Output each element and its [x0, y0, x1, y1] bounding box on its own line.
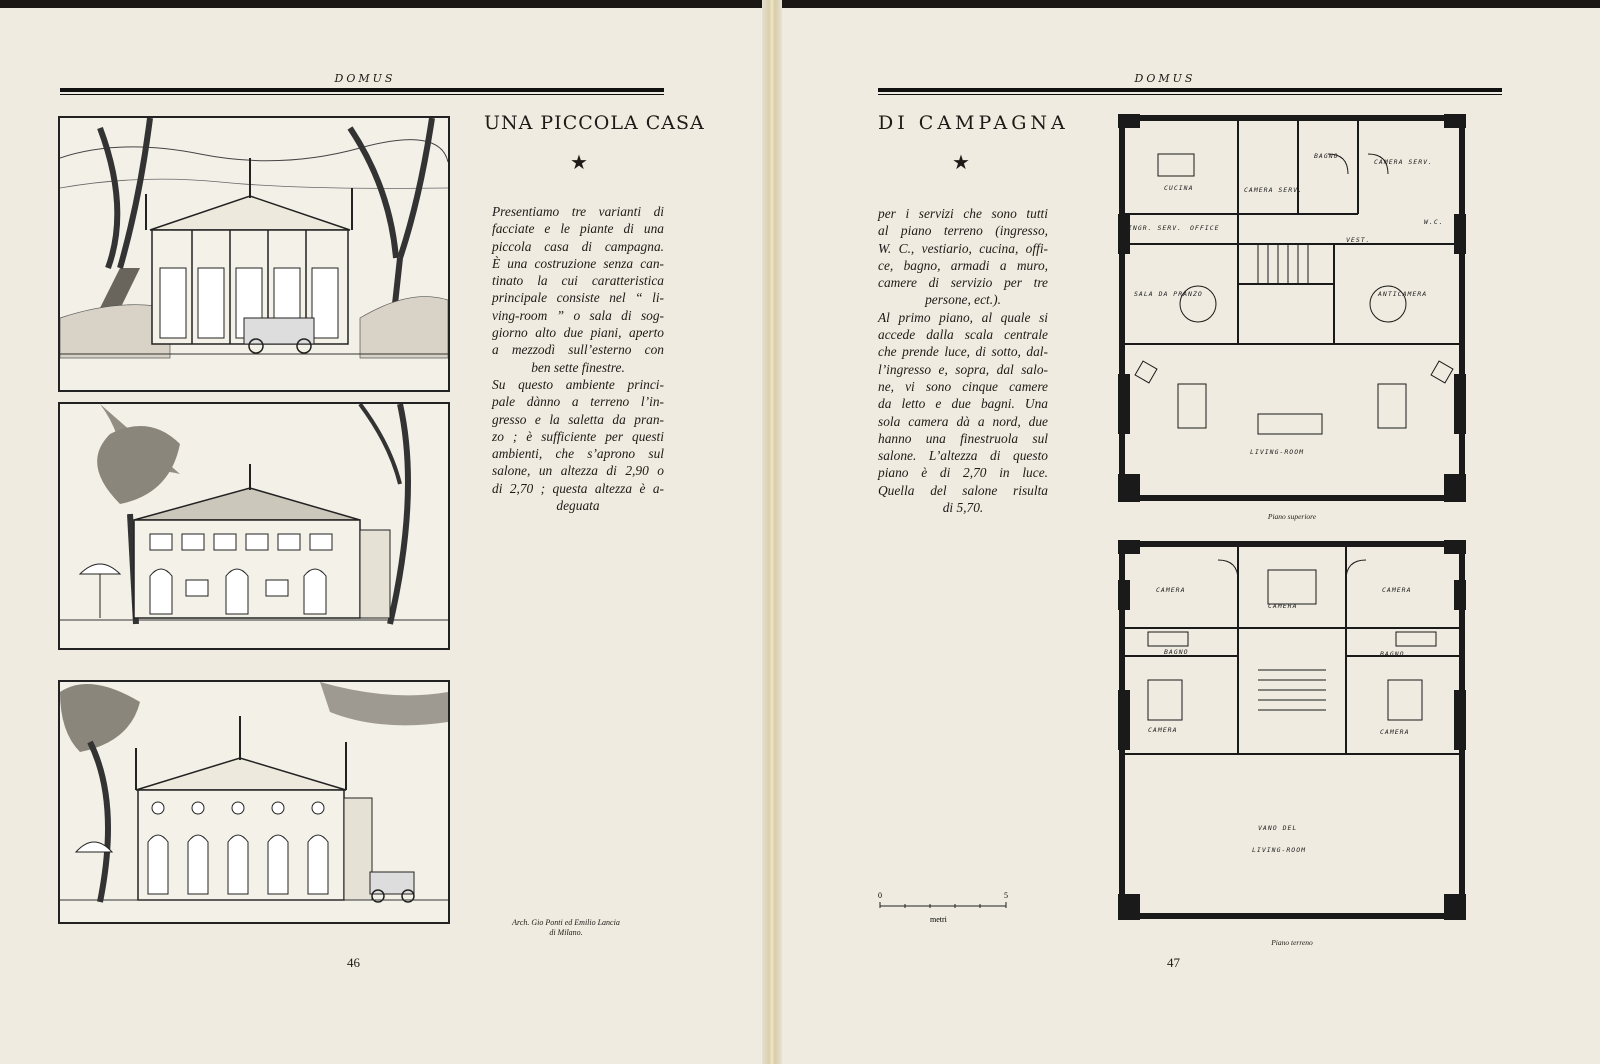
right-page	[782, 0, 1600, 1064]
room-label-camera-5: CAMERA	[1380, 728, 1410, 736]
text-line: al piano terreno (ingresso,	[878, 223, 1048, 239]
floor-plan-upper	[1118, 114, 1466, 506]
facade-drawing-3	[58, 680, 450, 924]
room-label-bagno: BAGNO	[1314, 152, 1339, 160]
text-line: da letto e due bagni. Una	[878, 396, 1048, 412]
text-line: ambienti, che s’aprono sul	[492, 446, 664, 462]
room-label-ingr-serv: INGR. SERV.	[1128, 224, 1183, 232]
facade-drawing-1	[58, 116, 450, 392]
text-line: ce, bagno, armadi a muro,	[878, 257, 1048, 273]
room-label-camera-4: CAMERA	[1148, 726, 1178, 734]
text-line: pale dànno a terreno l’in-	[492, 394, 664, 410]
text-line: ben sette finestre.	[531, 359, 625, 375]
text-line: sola camera dà a nord, due	[878, 413, 1048, 429]
room-label-camera-serv-2: CAMERA SERV.	[1374, 158, 1433, 166]
text-line: deguata	[556, 498, 600, 514]
facade-3-svg	[60, 682, 448, 922]
room-label-anticamera: ANTICAMERA	[1378, 290, 1428, 298]
text-line: È una costruzione senza can-	[492, 255, 664, 271]
running-header-left: DOMUS	[334, 72, 396, 85]
text-line: Al primo piano, al quale si	[878, 309, 1048, 325]
text-line: salone. L’altezza di questo	[878, 448, 1048, 464]
scale-zero-label: 0	[878, 891, 882, 900]
text-line: ving-room ” o sala di sog-	[492, 307, 664, 323]
scale-bar	[874, 890, 1014, 930]
room-label-cucina: CUCINA	[1164, 184, 1194, 192]
text-line: Quella del salone risulta	[878, 482, 1048, 498]
body-text-right	[878, 205, 1048, 516]
article-title-right: DI CAMPAGNA	[878, 112, 1069, 134]
room-label-camera-2: CAMERA	[1268, 602, 1298, 610]
text-line: l’ingresso e, sopra, dal salo-	[878, 361, 1048, 377]
text-line: piccola casa di campagna.	[492, 238, 664, 254]
floor-plan-ground-svg	[1118, 540, 1466, 924]
text-line: zo ; è sufficiente per questi	[492, 428, 664, 444]
body-text-left	[492, 203, 664, 514]
text-line: camere di servizio per tre	[878, 275, 1048, 291]
room-label-sala-da-pranzo: SALA DA PRANZO	[1134, 290, 1203, 298]
credit-line-2: di Milano.	[549, 928, 583, 937]
text-line: tinato la cui caratteristica	[492, 273, 664, 289]
room-label-bagno-2: BAGNO	[1380, 650, 1405, 658]
text-line: piano è di 2,70 in luce.	[878, 465, 1048, 481]
text-line: a mezzodì sull’esterno con	[492, 342, 664, 358]
scale-five-label: 5	[1004, 891, 1008, 900]
room-label-camera-3: CAMERA	[1382, 586, 1412, 594]
architect-credit	[486, 918, 646, 938]
star-ornament-right: ★	[952, 150, 970, 174]
plan-upper-caption: Piano superiore	[1267, 512, 1317, 521]
text-line: Presentiamo tre varianti di	[492, 204, 664, 219]
room-label-bagno-1: BAGNO	[1164, 648, 1189, 656]
page-number-right: 47	[1167, 955, 1180, 970]
header-rule-right	[878, 88, 1502, 92]
article-title-left: UNA PICCOLA CASA	[484, 112, 705, 134]
header-rule-left	[60, 88, 664, 92]
text-line: che prende luce, di sotto, dal-	[878, 344, 1048, 360]
room-label-office: OFFICE	[1190, 224, 1220, 232]
text-line: hanno una finestruola sul	[878, 430, 1048, 446]
floor-plan-ground	[1118, 540, 1466, 924]
facade-drawing-2	[58, 402, 450, 650]
page-number-left: 46	[347, 955, 360, 970]
left-page	[0, 0, 762, 1064]
text-line: di 2,70 ; questa altezza è a-	[492, 480, 664, 496]
facade-2-svg	[60, 404, 448, 648]
text-line: gresso e la saletta da pran-	[492, 411, 664, 427]
text-line: accede dalla scala centrale	[878, 327, 1048, 343]
text-line: principale consiste nel “ li-	[492, 290, 664, 306]
text-line: facciate e le piante di una	[492, 221, 664, 237]
facade-1-svg	[60, 118, 448, 390]
room-label-vano-living: LIVING-ROOM	[1252, 846, 1307, 854]
text-line: di 5,70.	[942, 500, 984, 516]
floor-plan-upper-svg	[1118, 114, 1466, 506]
room-label-vest: VEST.	[1346, 236, 1371, 244]
running-header-right: DOMUS	[1134, 72, 1196, 85]
text-line: per i servizi che sono tutti	[878, 206, 1048, 221]
credit-line-1: Arch. Gio Ponti ed Emilio Lancia	[512, 918, 620, 927]
room-label-living-room: LIVING-ROOM	[1250, 448, 1305, 456]
plan-ground-caption: Piano terreno	[1271, 938, 1313, 947]
scale-bar-svg	[874, 890, 1014, 930]
text-line: persone, ect.).	[925, 292, 1001, 308]
text-line: salone, un altezza di 2,90 o	[492, 463, 664, 479]
room-label-wc: W.C.	[1424, 218, 1444, 226]
text-line: Su questo ambiente princi-	[492, 376, 664, 392]
text-line: W. C., vestiario, cucina, offi-	[878, 240, 1048, 256]
scale-unit-label: metri	[930, 915, 947, 924]
room-label-camera-1: CAMERA	[1156, 586, 1186, 594]
text-line: giorno alto due piani, aperto	[492, 325, 664, 341]
text-line: ne, vi sono cinque camere	[878, 378, 1048, 394]
room-label-vano-del: VANO DEL	[1258, 824, 1298, 832]
book-gutter	[762, 0, 782, 1064]
room-label-camera-serv-1: CAMERA SERV.	[1244, 186, 1303, 194]
star-ornament-left: ★	[570, 150, 588, 174]
